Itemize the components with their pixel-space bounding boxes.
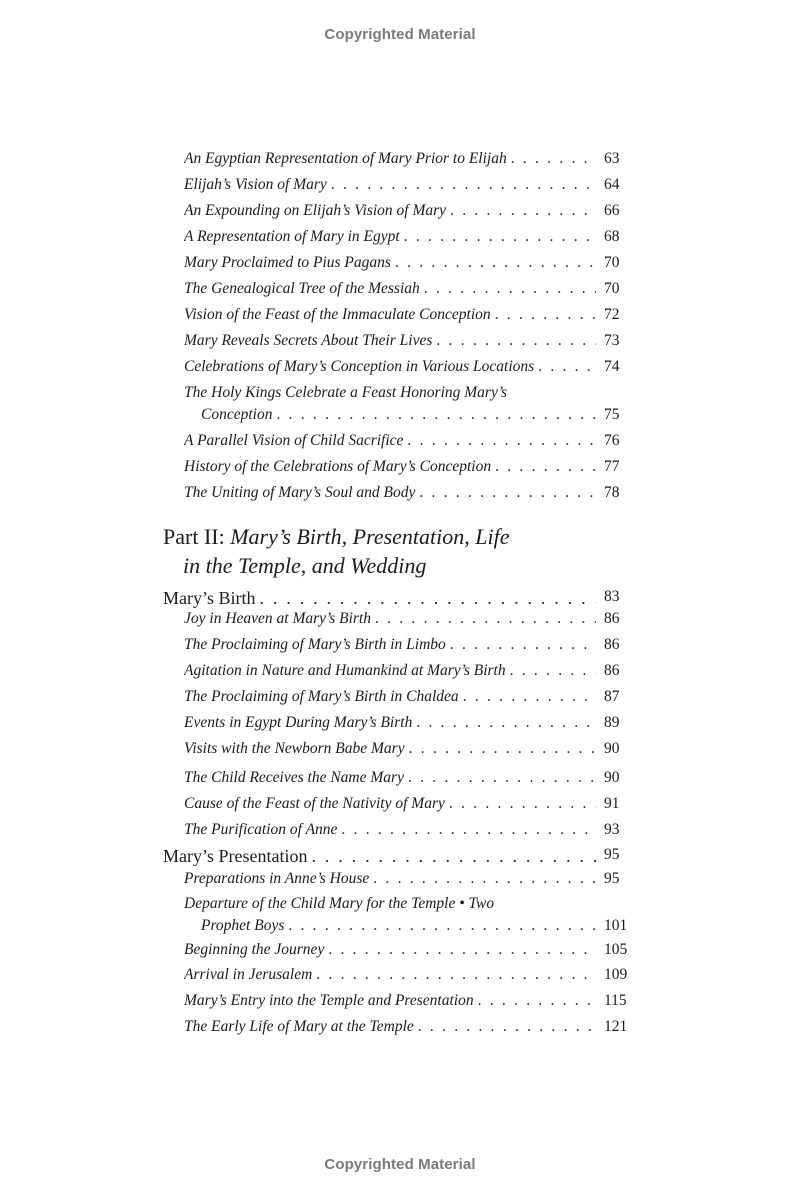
- toc-entry: [0, 966, 800, 992]
- toc-entry: [0, 714, 800, 740]
- copyright-watermark-bottom: Copyrighted Material: [324, 1156, 476, 1173]
- part-title-line1: Mary’s Birth, Presentation, Life: [230, 524, 510, 549]
- toc-entry: [0, 332, 800, 358]
- toc-entry: [0, 176, 800, 202]
- toc-entry: [0, 662, 800, 688]
- toc-entry-page: 105: [604, 941, 628, 958]
- toc-entry-title: Conception: [201, 406, 273, 423]
- toc-entry: [0, 941, 800, 967]
- toc-entry-title: Visits with the Newborn Babe Mary: [184, 740, 405, 757]
- toc-entry: [0, 202, 800, 228]
- toc-entry: [0, 895, 800, 943]
- toc-entry-page: 64: [604, 176, 620, 193]
- part-heading: [163, 522, 509, 580]
- copyright-watermark-top: Copyrighted Material: [324, 26, 476, 43]
- toc-entry-title: The Proclaiming of Mary’s Birth in Limbo: [184, 636, 446, 653]
- toc-entry: [0, 740, 800, 766]
- toc-entry: [0, 795, 800, 821]
- toc-entry-page: 77: [604, 458, 620, 475]
- toc-chapter-entry: [0, 846, 800, 872]
- toc-entry-page: 109: [604, 966, 628, 983]
- toc-entry-title: Mary Proclaimed to Pius Pagans: [184, 254, 391, 271]
- toc-entry-page: 90: [604, 769, 620, 786]
- toc-entry-page: 87: [604, 688, 620, 705]
- toc-entry-page: 78: [604, 484, 620, 501]
- toc-entry-title: Mary’s Entry into the Temple and Presentation: [184, 992, 474, 1009]
- toc-entry: [0, 280, 800, 306]
- toc-entry-page: 121: [604, 1018, 628, 1035]
- toc-entry-title: An Egyptian Representation of Mary Prior to Elijah: [184, 150, 507, 167]
- toc-entry-page: 76: [604, 432, 620, 449]
- toc-entry-title: The Purification of Anne: [184, 821, 338, 838]
- toc-entry-page: 90: [604, 740, 620, 757]
- toc-entry-page: 86: [604, 636, 620, 653]
- toc-entry-page: 70: [604, 254, 620, 271]
- toc-entry-title: Agitation in Nature and Humankind at Mary’s Birth: [184, 662, 506, 679]
- toc-entry: [0, 992, 800, 1018]
- toc-entry-title: Mary’s Presentation: [163, 846, 308, 866]
- toc-entry: [0, 150, 800, 176]
- toc-entry-title: The Uniting of Mary’s Soul and Body: [184, 484, 416, 501]
- toc-entry-page: 66: [604, 202, 620, 219]
- toc-entry-title: Beginning the Journey: [184, 941, 325, 958]
- toc-entry: [0, 870, 800, 896]
- toc-entry: [0, 384, 800, 432]
- toc-entry-page: 74: [604, 358, 620, 375]
- toc-entry-title: Preparations in Anne’s House: [184, 870, 370, 887]
- toc-entry-title: Prophet Boys: [201, 917, 285, 934]
- toc-entry-page: 63: [604, 150, 620, 167]
- toc-entry-title: Joy in Heaven at Mary’s Birth: [184, 610, 371, 627]
- toc-entry: [0, 228, 800, 254]
- toc-entry-title: The Proclaiming of Mary’s Birth in Chaldea: [184, 688, 459, 705]
- toc-entry-title: Cause of the Feast of the Nativity of Mary: [184, 795, 445, 812]
- toc-entry: [0, 306, 800, 332]
- toc-entry-title: Mary’s Birth: [163, 588, 256, 608]
- toc-entry: [0, 1018, 800, 1044]
- toc-entry: [0, 610, 800, 636]
- toc-entry-title: A Representation of Mary in Egypt: [184, 228, 400, 245]
- toc-entry-title-line1: Departure of the Child Mary for the Temple • Two: [184, 895, 495, 912]
- toc-entry-page: 95: [604, 870, 620, 887]
- toc-entry: [0, 769, 800, 795]
- toc-entry-title: The Genealogical Tree of the Messiah: [184, 280, 420, 297]
- toc-entry-title: The Early Life of Mary at the Temple: [184, 1018, 414, 1035]
- toc-entry-title: Celebrations of Mary’s Conception in Various Locations: [184, 358, 535, 375]
- toc-entry-title: Elijah’s Vision of Mary: [184, 176, 327, 193]
- toc-entry-page: 91: [604, 795, 620, 812]
- toc-entry-title: Events in Egypt During Mary’s Birth: [184, 714, 413, 731]
- toc-entry: [0, 458, 800, 484]
- toc-entry-page: 93: [604, 821, 620, 838]
- toc-entry-page: 95: [604, 846, 620, 863]
- toc-entry-page: 86: [604, 610, 620, 627]
- toc-entry-title: Mary Reveals Secrets About Their Lives: [184, 332, 433, 349]
- toc-entry: [0, 484, 800, 510]
- toc-entry-title: Vision of the Feast of the Immaculate Conception: [184, 306, 491, 323]
- toc-entry: [0, 688, 800, 714]
- toc-entry: [0, 821, 800, 847]
- part-title-line2: in the Temple, and Wedding: [183, 553, 427, 578]
- toc-entry: [0, 432, 800, 458]
- toc-entry-title: History of the Celebrations of Mary’s Conception: [184, 458, 492, 475]
- toc-entry-page: 89: [604, 714, 620, 731]
- toc-entry-page: 75: [604, 406, 620, 423]
- toc-entry: [0, 254, 800, 280]
- toc-entry-page: 83: [604, 588, 620, 605]
- toc-entry-title: The Child Receives the Name Mary: [184, 769, 404, 786]
- toc-entry-page: 72: [604, 306, 620, 323]
- part-label: Part II:: [163, 524, 231, 549]
- toc-entry-page: 101: [604, 917, 628, 934]
- toc-entry-page: 73: [604, 332, 620, 349]
- toc-entry-page: 68: [604, 228, 620, 245]
- toc-entry-title: A Parallel Vision of Child Sacrifice: [184, 432, 404, 449]
- toc-entry-title: Arrival in Jerusalem: [184, 966, 313, 983]
- toc-entry-page: 115: [604, 992, 627, 1009]
- toc-entry-title: An Expounding on Elijah’s Vision of Mary: [184, 202, 447, 219]
- toc-entry-page: 70: [604, 280, 620, 297]
- toc-entry-page: 86: [604, 662, 620, 679]
- toc-entry-title-line1: The Holy Kings Celebrate a Feast Honoring Mary’s: [184, 384, 508, 401]
- toc-entry: [0, 358, 800, 384]
- toc-entry: [0, 636, 800, 662]
